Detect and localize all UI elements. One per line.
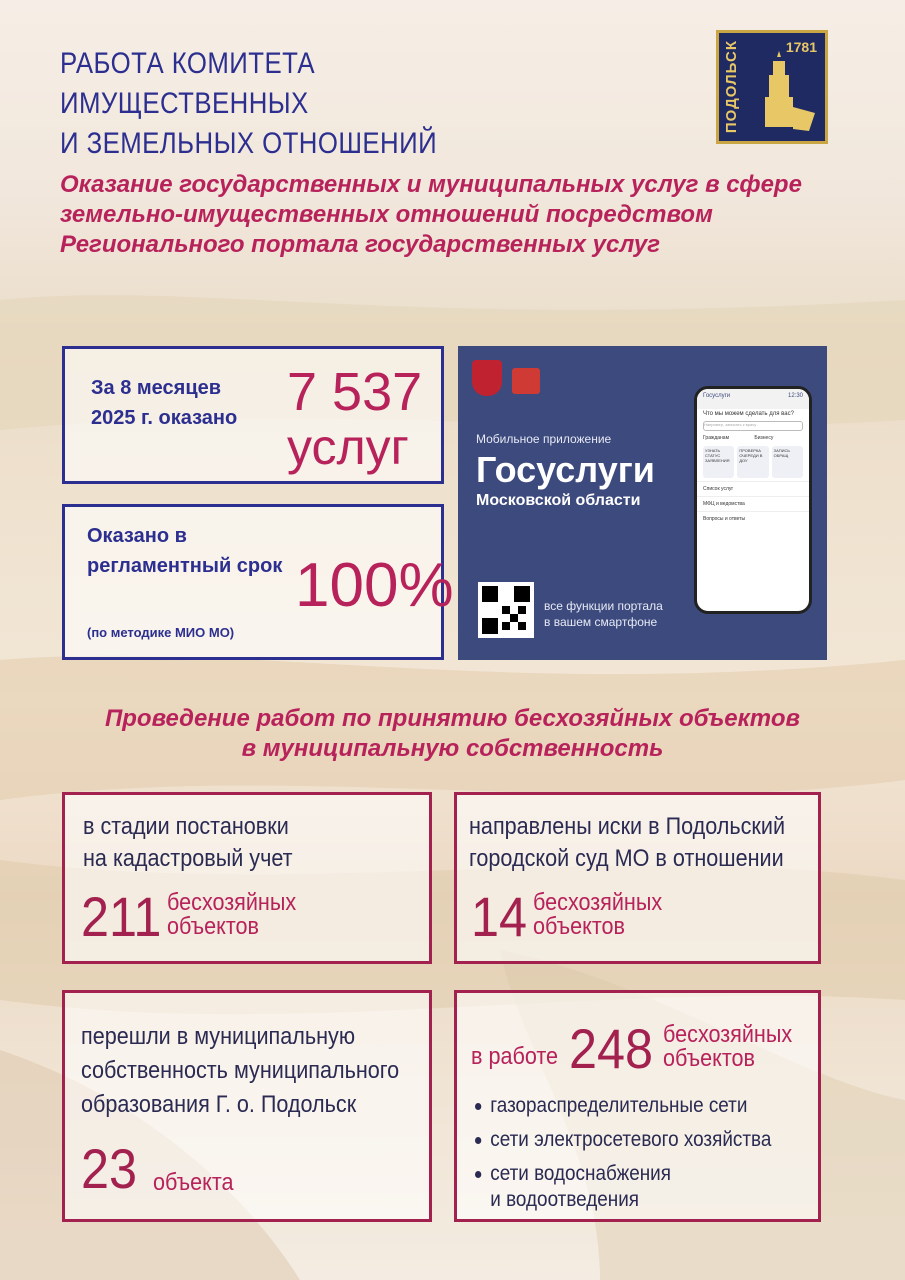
phone-header: [697, 389, 809, 409]
phone-app-name: Госуслуги: [703, 393, 731, 399]
services-count-number: 7 537: [287, 362, 423, 422]
mfc-logo-icon: [512, 368, 540, 394]
phone-tiles: [697, 443, 809, 481]
app-kicker: Мобильное приложение: [476, 432, 612, 446]
qr-caption-line1: все функции портала: [544, 599, 663, 613]
section-ownerless-title-line2: в муниципальную собственность: [241, 735, 664, 762]
transferred-line2: собственность муниципального: [81, 1057, 400, 1084]
lawsuits-unit-line2: объектов: [533, 913, 626, 940]
inwork-bullet: [475, 1127, 771, 1153]
cadastral-unit-line1: бесхозяйных: [167, 889, 297, 916]
ontime-note: (по методике МИО МО): [87, 625, 235, 640]
transferred-line1: перешли в муниципальную: [81, 1023, 356, 1050]
podolsk-logo: [716, 30, 828, 144]
cadastral-number: 211: [81, 885, 162, 948]
lawsuits-line1: направлены иски в Подольский: [469, 813, 786, 840]
phone-mockup: [694, 386, 812, 614]
bullet-dot-icon: [475, 1137, 481, 1144]
qr-code-icon: [478, 582, 534, 638]
transferred-card: [62, 990, 432, 1222]
phone-tabs: [697, 433, 809, 443]
app-subtitle: Московской области: [476, 492, 641, 509]
inwork-bullet-continuation: и водоотведения: [490, 1188, 640, 1211]
bullet-dot-icon: [475, 1103, 481, 1110]
logo-city: ПОДОЛЬСК: [723, 39, 740, 133]
inwork-bullet: [475, 1093, 747, 1119]
inwork-bullet-text: газораспределительные сети: [490, 1094, 748, 1117]
phone-search: Например, записать к врачу: [703, 421, 803, 431]
qr-caption-line2: в вашем смартфоне: [544, 615, 658, 629]
lawsuits-unit-line1: бесхозяйных: [533, 889, 663, 916]
cadastral-line1: в стадии постановки: [83, 813, 289, 840]
transferred-number: 23: [81, 1137, 138, 1200]
inwork-bullet-text: сети электросетевого хозяйства: [490, 1128, 772, 1151]
app-title: Госуслуги: [476, 449, 655, 490]
page-title-line2: И ЗЕМЕЛЬНЫХ ОТНОШЕНИЙ: [60, 127, 438, 160]
cadastral-line2: на кадастровый учет: [83, 845, 293, 872]
page-title: [60, 44, 542, 164]
section-ownerless-title: [40, 704, 865, 764]
services-count-card: [62, 346, 444, 484]
cadastral-unit-line2: объектов: [167, 913, 260, 940]
services-count-label: За 8 месяцев 2025 г. оказано: [91, 377, 238, 429]
inwork-number: 248: [569, 1017, 654, 1080]
gosuslugi-app-banner: [458, 346, 827, 660]
logo-year: 1781: [785, 39, 817, 55]
phone-item-mfc: МФЦ и ведомства: [697, 496, 809, 511]
phone-tile-appointment: ЗАПИСЬ ОБРАЩ: [772, 446, 803, 478]
inwork-unit-line2: объектов: [663, 1045, 756, 1072]
services-count-unit: услуг: [287, 419, 409, 475]
phone-question: Что мы можем сделать для вас?: [703, 411, 794, 417]
phone-tab-citizens: Гражданам: [703, 435, 730, 441]
inwork-prefix: в работе: [471, 1043, 559, 1070]
lawsuits-line2: городской суд МО в отношении: [469, 845, 784, 872]
cadastral-card: [62, 792, 432, 964]
phone-item-services: Список услуг: [697, 481, 809, 496]
moscow-region-emblem-icon: [472, 360, 502, 396]
transferred-line3: образования Г. о. Подольск: [81, 1091, 357, 1118]
page-title-line1: РАБОТА КОМИТЕТА ИМУЩЕСТВЕННЫХ: [60, 47, 316, 120]
phone-tile-status: УЗНАТЬ СТАТУС ЗАЯВЛЕНИЯ: [703, 446, 734, 478]
inwork-unit-line1: бесхозяйных: [663, 1021, 793, 1048]
inwork-bullet-text: сети водоснабжения: [490, 1162, 671, 1185]
phone-tab-business: Бизнесу: [754, 435, 774, 441]
inwork-card: [454, 990, 821, 1222]
tower-emblem-icon: [749, 51, 819, 137]
transferred-unit: объекта: [153, 1169, 234, 1196]
qr-caption: [544, 598, 663, 630]
phone-item-faq: Вопросы и ответы: [697, 511, 809, 526]
inwork-bullet: [475, 1161, 671, 1187]
section-services-title: Оказание государственных и муниципальных услуг в сфере земельно-имущественных отношений посредством Регионального портала государственных услуг: [60, 171, 802, 258]
bullet-dot-icon: [475, 1171, 481, 1178]
lawsuits-card: [454, 792, 821, 964]
ontime-number: 100%: [295, 551, 454, 620]
section-ownerless-title-line1: Проведение работ по принятию бесхозяйных объектов: [105, 705, 800, 732]
lawsuits-number: 14: [471, 885, 528, 948]
ontime-label: Оказано в регламентный срок: [87, 525, 283, 577]
ontime-card: [62, 504, 454, 660]
phone-time: 12:30: [787, 393, 803, 399]
phone-tile-queue: ПРОВЕРКА ОЧЕРЕДИ В ДОУ: [737, 446, 768, 478]
